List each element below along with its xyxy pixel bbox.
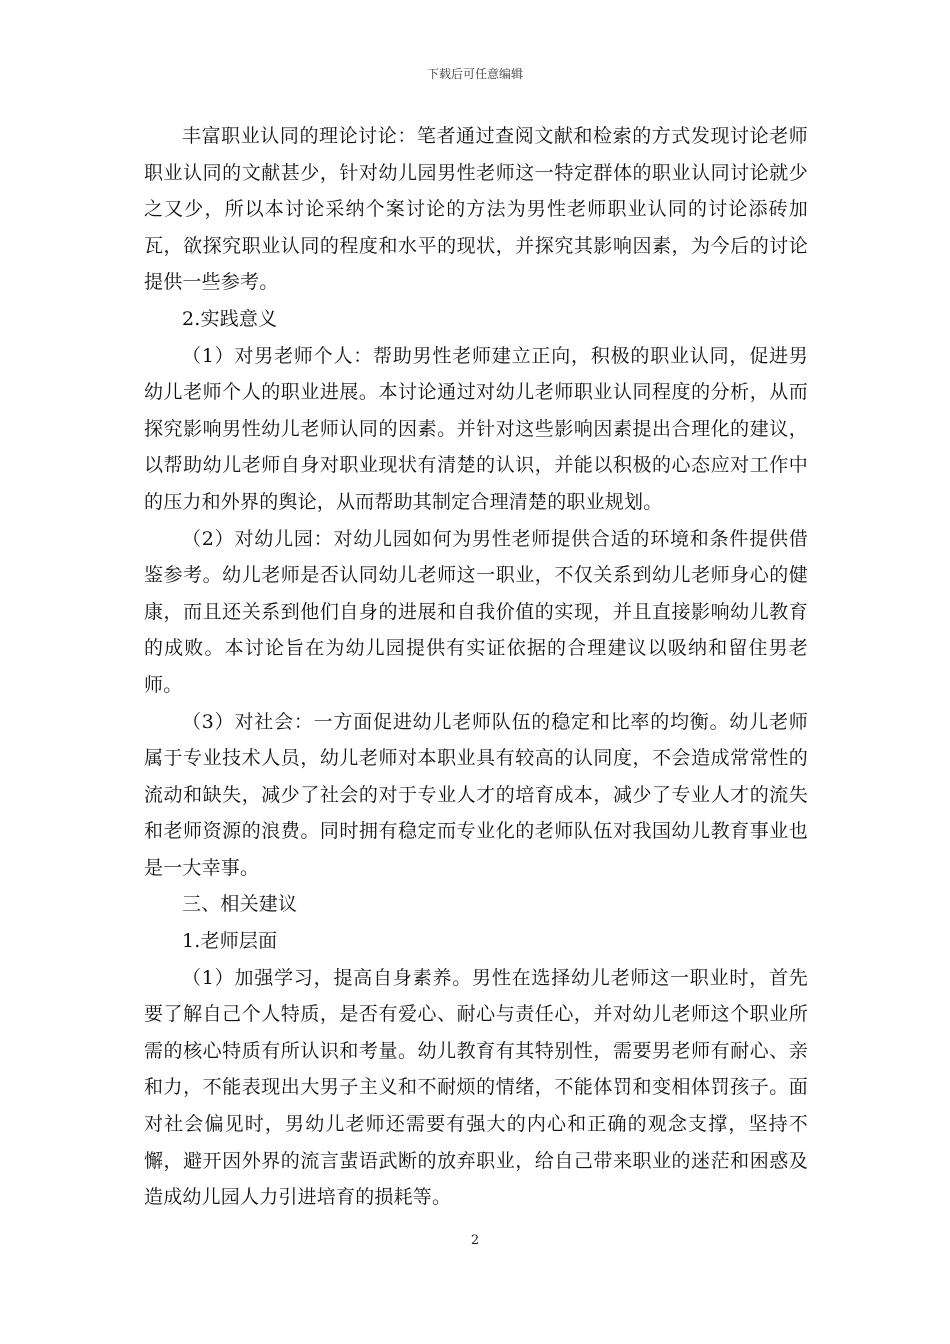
page-number: 2 xyxy=(470,1233,480,1248)
heading-teacher-level: 1.老师层面 xyxy=(182,930,278,953)
heading-practical-significance: 2.实践意义 xyxy=(182,307,278,330)
paragraph-strengthen-learning: （1）加强学习，提高自身素养。男性在选择幼儿老师这一职业时，首先要了解自己个人特质，是否有爱心、耐心与责任心，并对幼儿老师这个职业所需的核心特质有所认识和考量。幼儿教育有其特别性，需要男老师有耐心、亲和力，不能表现出大男子主义和不耐烦的情绪，不能体罚和变相体罚孩子。面对社会偏见时，男幼儿老师还需要有强大的内心和正确的观念支撑，坚持不懈，避开因外界的流言蜚语武断的放弃职业，给自己带来职业的迷茫和困惑及造成幼儿园人力引进培育的损耗等。 xyxy=(144,966,808,1209)
paragraph-society: （3）对社会：一方面促进幼儿老师队伍的稳定和比率的均衡。幼儿老师属于专业技术人员，幼儿老师对本职业具有较高的认同度，不会造成常常性的流动和缺失，减少了社会的对于专业人才的培育成本，减少了专业人才的流失和老师资源的浪费。同时拥有稳定而专业化的老师队伍对我国幼儿教育事业也是一大幸事。 xyxy=(144,710,808,879)
document-body xyxy=(144,118,808,1216)
paragraph-male-teacher-individual: （1）对男老师个人：帮助男性老师建立正向，积极的职业认同，促进男幼儿老师个人的职业进展。本讨论通过对幼儿老师职业认同程度的分析，从而探究影响男性幼儿老师认同的因素。并针对这些影响因素提出合理化的建议，以帮助幼儿老师自身对职业现状有清楚的认识，并能以积极的心态应对工作中的压力和外界的舆论，从而帮助其制定合理清楚的职业规划。 xyxy=(144,344,808,513)
paragraph-kindergarten: （2）对幼儿园：对幼儿园如何为男性老师提供合适的环境和条件提供借鉴参考。幼儿老师是否认同幼儿老师这一职业，不仅关系到幼儿老师身心的健康，而且还关系到他们自身的进展和自我价值的实现，并且直接影响幼儿教育的成败。本讨论旨在为幼儿园提供有实证依据的合理建议以吸纳和留住男老师。 xyxy=(144,527,808,696)
heading-related-suggestions: 三、相关建议 xyxy=(182,893,298,916)
page-header: 下载后可任意编辑 xyxy=(426,67,523,81)
paragraph-theory-significance: 丰富职业认同的理论讨论：笔者通过查阅文献和检索的方式发现讨论老师职业认同的文献甚少，针对幼儿园男性老师这一特定群体的职业认同讨论就少之又少，所以本讨论采纳个案讨论的方法为男性老师职业认同的讨论添砖加瓦，欲探究职业认同的程度和水平的现状，并探究其影响因素，为今后的讨论提供一些参考。 xyxy=(144,125,808,294)
